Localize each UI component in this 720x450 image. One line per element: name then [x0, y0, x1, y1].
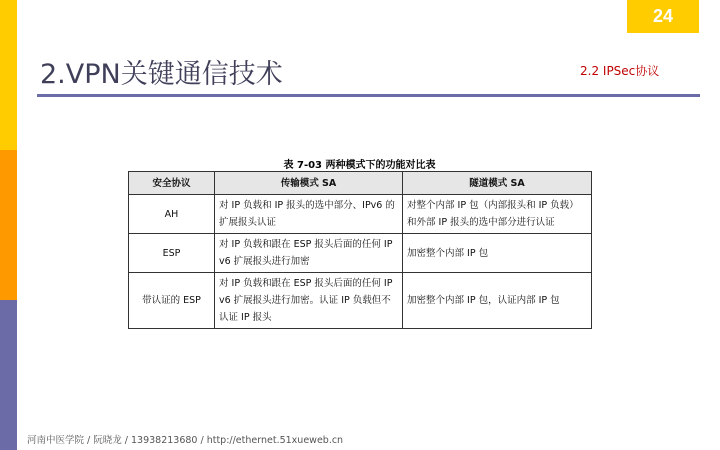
- title-divider: [37, 94, 700, 97]
- table-header-row: [129, 172, 592, 195]
- tunnel-cell: 加密整个内部 IP 包，认证内部 IP 包: [403, 273, 592, 329]
- transport-cell: 对 IP 负载和跟在 ESP 报头后面的任何 IPv6 扩展报头进行加密: [215, 234, 403, 273]
- page-number: 24: [627, 0, 699, 33]
- table-row: [129, 234, 592, 273]
- transport-cell: 对 IP 负载和跟在 ESP 报头后面的任何 IPv6 扩展报头进行加密。认证 IP 负载但不认证 IP 报头: [215, 273, 403, 329]
- table-row: [129, 195, 592, 234]
- slide-title: 2.VPN关键通信技术: [40, 59, 283, 90]
- protocol-cell: ESP: [129, 234, 215, 273]
- protocol-cell: 带认证的 ESP: [129, 273, 215, 329]
- tunnel-cell: 对整个内部 IP 包（内部报头和 IP 负载）和外部 IP 报头的选中部分进行认证: [403, 195, 592, 234]
- sidebar-segment-purple: [0, 300, 17, 450]
- header-transport-mode: 传输模式 SA: [215, 172, 403, 195]
- comparison-table: [128, 171, 592, 329]
- table-caption: 表 7-03 两种模式下的功能对比表: [283, 160, 436, 171]
- footer-text: 河南中医学院 / 阮晓龙 / 13938213680 / http://ethernet.51xueweb.cn: [27, 435, 344, 446]
- header-tunnel-mode: 隧道模式 SA: [403, 172, 592, 195]
- protocol-cell: AH: [129, 195, 215, 234]
- transport-cell: 对 IP 负载和 IP 报头的选中部分、IPv6 的扩展报头认证: [215, 195, 403, 234]
- header-protocol: 安全协议: [129, 172, 215, 195]
- section-label: 2.2 IPSec协议: [580, 64, 660, 78]
- sidebar-segment-orange: [0, 150, 17, 300]
- tunnel-cell: 加密整个内部 IP 包: [403, 234, 592, 273]
- sidebar-segment-yellow: [0, 0, 17, 150]
- table-row: [129, 273, 592, 329]
